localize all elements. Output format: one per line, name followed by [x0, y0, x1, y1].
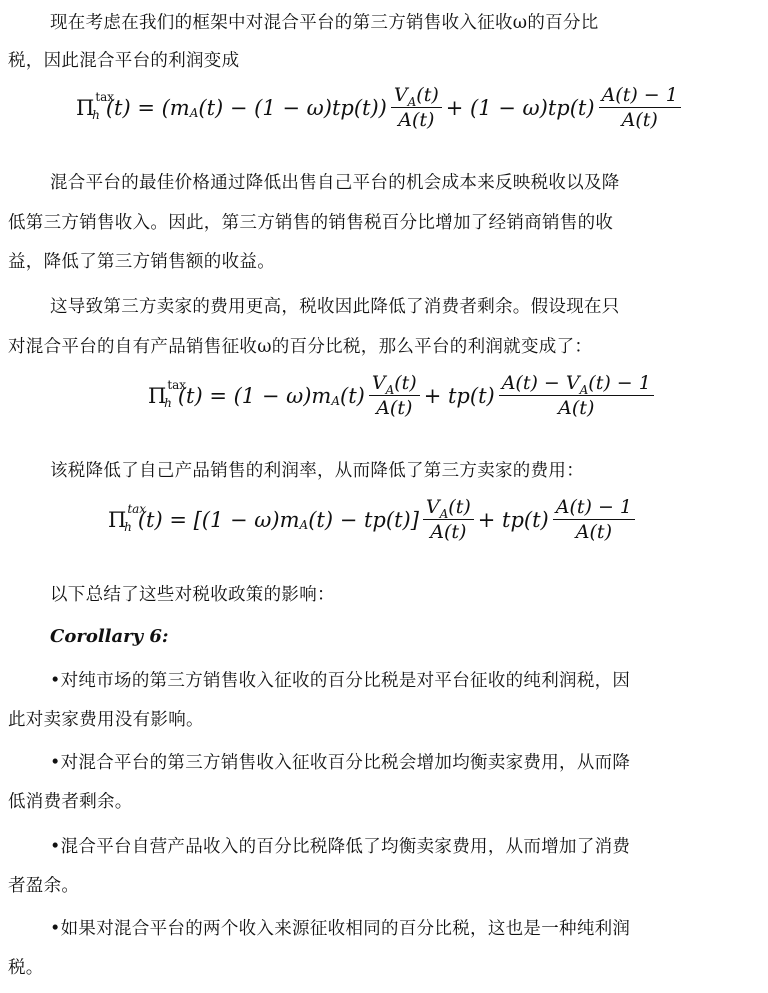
para3-line1: 这导致第三方卖家的费用更高，税收因此降低了消费者剩余。假设现在只: [50, 297, 620, 317]
eq3-frac1-num-sub: A: [439, 507, 449, 521]
eq2-pi: [148, 377, 187, 410]
eq3-frac1-den: A(t): [430, 521, 467, 543]
eq2-frac1-num-main: V: [371, 372, 386, 394]
para2-line1: 混合平台的最佳价格通过降低出售自己平台的机会成本来反映税收以及降: [50, 173, 620, 193]
eq2-pi-sup: tax: [167, 377, 187, 392]
para4-line1: 该税降低了自己产品销售的利润率，从而降低了第三方卖家的费用：: [50, 461, 584, 481]
bullet2-line2: 低消费者剩余。: [8, 792, 133, 812]
eq1-part1: (m: [161, 95, 190, 120]
bullet1-line2: 此对卖家费用没有影响。: [8, 710, 204, 730]
eq2-pi-symbol: Π: [148, 383, 167, 408]
equation-2: [148, 372, 658, 419]
corollary-heading: Corollary 6:: [50, 626, 169, 647]
eq3-frac1: [423, 496, 474, 543]
eq3-frac1-num: [423, 496, 474, 520]
eq3-pi-sup: tax: [127, 501, 147, 516]
eq3-part1: [(1 − ω)m: [193, 507, 300, 532]
eq3-pi-symbol: Π: [108, 507, 127, 532]
eq2-frac2-den: A(t): [558, 397, 595, 419]
eq3-part2: + tp(t): [477, 507, 549, 532]
eq1-part1b: (t) − (1 − ω)tp(t)): [198, 95, 387, 120]
para3-line2: 对混合平台的自有产品销售征收ω的百分比税，那么平台的利润就变成了：: [8, 337, 593, 357]
eq3-frac2-den: A(t): [575, 521, 612, 543]
eq3-frac2: [553, 496, 635, 543]
eq1-frac1-den: A(t): [398, 109, 435, 131]
eq1-frac1-num: [391, 84, 442, 108]
eq2-part2: + tp(t): [423, 383, 495, 408]
eq3-pi-sub: h: [124, 519, 132, 534]
eq2-pi-sub: h: [164, 395, 172, 410]
equation-1: [76, 84, 685, 131]
eq2-frac2-num-a: A(t) − V: [501, 372, 580, 394]
eq2-frac2-num: [499, 372, 654, 396]
eq1-frac2: [599, 84, 681, 131]
eq2-frac1-den: A(t): [376, 397, 413, 419]
equation-3: [108, 496, 639, 543]
bullet3-line1: •混合平台自营产品收入的百分比税降低了均衡卖家费用，从而增加了消费: [50, 837, 631, 857]
para2-line2: 低第三方销售收入。因此，第三方销售的销售税百分比增加了经销商销售的收: [8, 213, 614, 233]
para2-line3: 益，降低了第三方销售额的收益。: [8, 252, 275, 272]
eq1-frac2-den: A(t): [621, 109, 658, 131]
eq2-lhs: (t) =: [177, 383, 227, 408]
eq2-frac1-num-sub: A: [385, 383, 395, 397]
eq2-part1: (1 − ω)m: [233, 383, 332, 408]
eq1-frac1-num-sub: A: [407, 95, 417, 109]
eq1-part2: + (1 − ω)tp(t): [445, 95, 595, 120]
eq1-frac1-num-main: V: [393, 84, 408, 106]
eq1-part1-sub: A: [189, 105, 199, 120]
eq1-pi-sup: tax: [95, 89, 115, 104]
para5-line1: 以下总结了这些对税收政策的影响：: [50, 585, 335, 605]
eq2-frac1-num-tail: (t): [394, 372, 417, 394]
eq2-frac2-num-sub: A: [579, 383, 589, 397]
eq1-pi-sub: h: [92, 107, 100, 122]
eq2-part1b: (t): [340, 383, 365, 408]
eq3-lhs: (t) =: [137, 507, 187, 532]
eq2-part1-sub: A: [331, 393, 341, 408]
eq2-frac2-num-b: (t) − 1: [588, 372, 651, 394]
eq2-frac2: [499, 372, 654, 419]
eq3-frac1-num-main: V: [425, 496, 440, 518]
eq1-frac2-num: A(t) − 1: [599, 84, 681, 108]
eq3-part1b: (t) − tp(t)]: [308, 507, 419, 532]
eq3-pi: [108, 501, 147, 534]
para1-line1: 现在考虑在我们的框架中对混合平台的第三方销售收入征收ω的百分比: [50, 13, 599, 33]
eq3-part1-sub: A: [299, 517, 309, 532]
eq3-frac2-num: A(t) − 1: [553, 496, 635, 520]
eq2-frac1-num: [369, 372, 420, 396]
eq1-pi: [76, 89, 115, 122]
bullet4-line1: •如果对混合平台的两个收入来源征收相同的百分比税，这也是一种纯利润: [50, 919, 631, 939]
bullet1-line1: •对纯市场的第三方销售收入征收的百分比税是对平台征收的纯利润税，因: [50, 671, 631, 691]
eq2-frac1: [369, 372, 420, 419]
para1-line2: 税，因此混合平台的利润变成: [8, 51, 240, 71]
bullet4-line2: 税。: [8, 958, 44, 978]
eq3-frac1-num-tail: (t): [448, 496, 471, 518]
eq1-pi-symbol: Π: [76, 95, 95, 120]
bullet3-line2: 者盈余。: [8, 876, 80, 896]
bullet2-line1: •对混合平台的第三方销售收入征收百分比税会增加均衡卖家费用，从而降: [50, 753, 631, 773]
eq1-frac1: [391, 84, 442, 131]
eq1-frac1-num-tail: (t): [416, 84, 439, 106]
eq1-lhs: (t) =: [105, 95, 155, 120]
